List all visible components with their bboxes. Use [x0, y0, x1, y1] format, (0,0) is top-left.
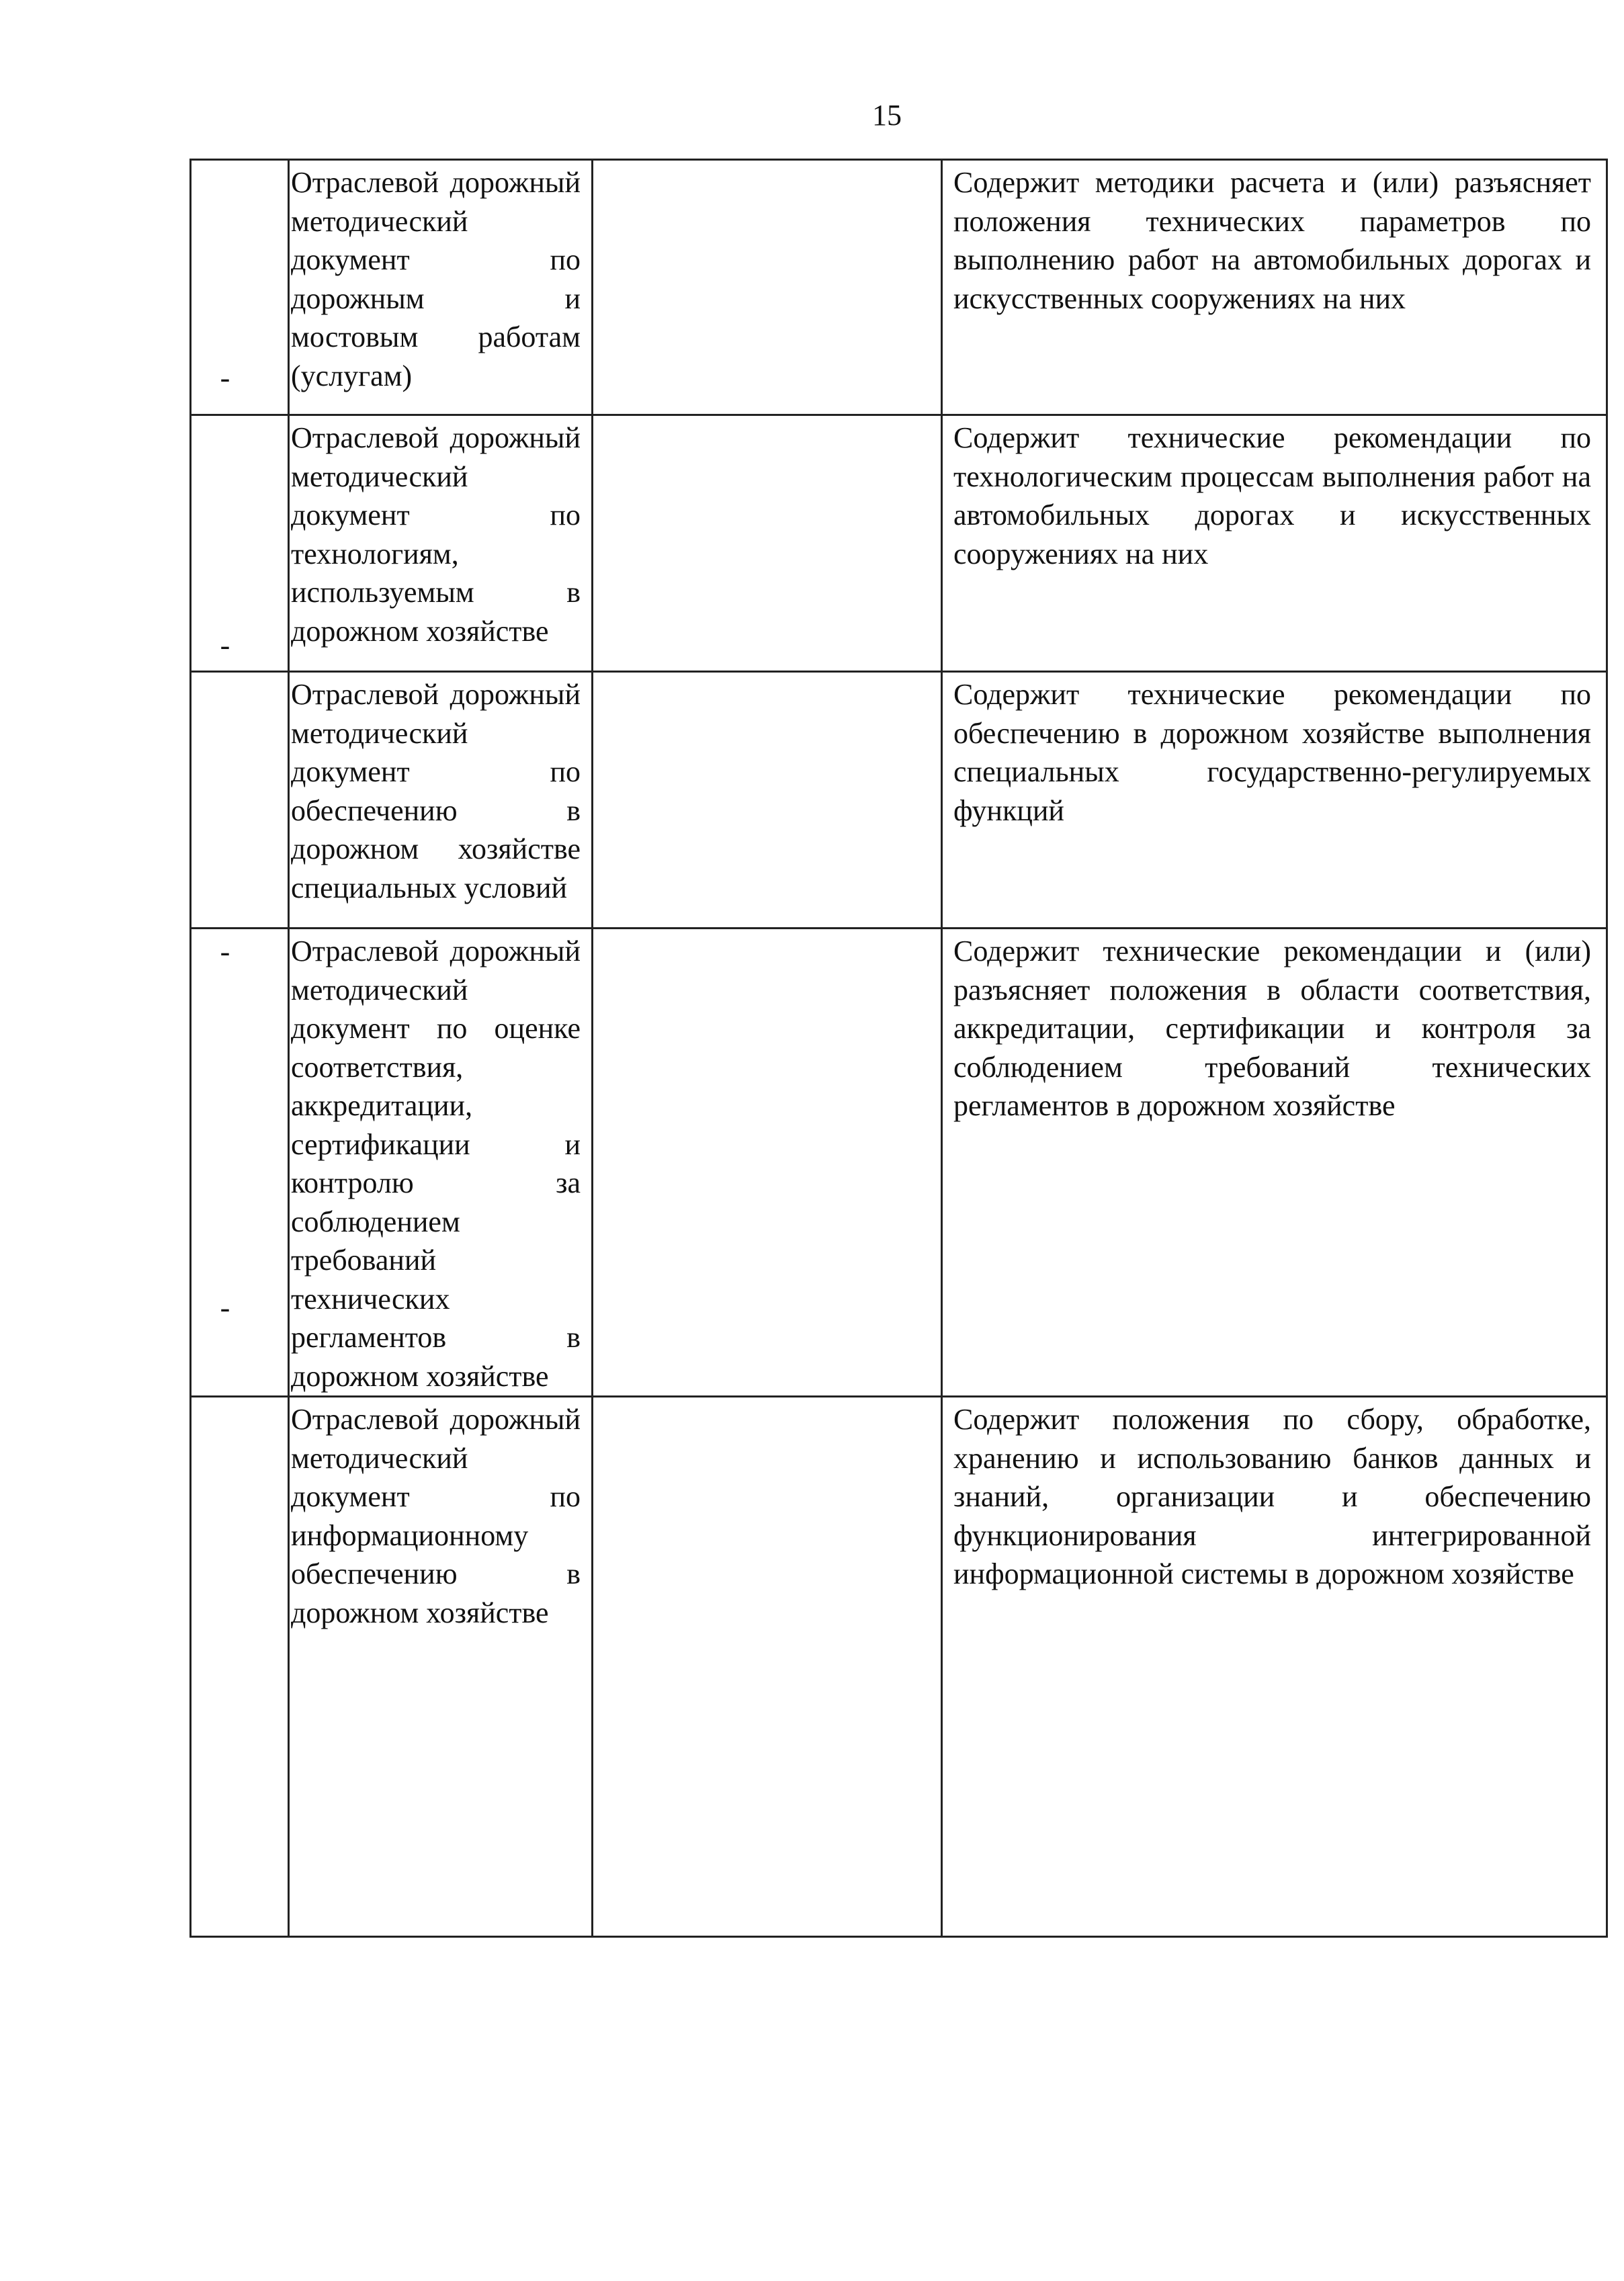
marker-cell — [191, 160, 289, 415]
empty-cell — [593, 160, 942, 415]
document-type-name: Отраслевой дорожный методический документ по информационному обеспечению в дорожном хозяйстве — [291, 1403, 581, 1629]
document-type-cell — [289, 415, 593, 672]
document-description: Содержит технические рекомендации и (или) разъясняет положения в области соответствия, аккредитации, сертификации и контроля за соблюдением требований технических регламентов в дорожном хозяйстве — [953, 935, 1591, 1122]
table-row — [191, 1397, 1607, 1937]
row-marker: - — [220, 361, 230, 394]
table-row — [191, 672, 1607, 929]
document-description: Содержит технические рекомендации по обеспечению в дорожном хозяйстве выполнения специальных государственно-регулируемых функций — [953, 678, 1591, 827]
document-type-name: Отраслевой дорожный методический документ по дорожным и мостовым работам (услугам) — [291, 166, 581, 392]
table-row — [191, 160, 1607, 415]
document-type-cell — [289, 929, 593, 1397]
empty-cell — [593, 415, 942, 672]
table-row — [191, 415, 1607, 672]
document-description: Содержит методики расчета и (или) разъясняет положения технических параметров по выполнению работ на автомобильных дорогах и искусственных сооружениях на них — [953, 166, 1591, 315]
page-number: 15 — [872, 99, 902, 132]
description-cell — [942, 929, 1607, 1397]
document-type-cell — [289, 1397, 593, 1937]
description-cell — [942, 415, 1607, 672]
table-row — [191, 929, 1607, 1397]
description-cell — [942, 672, 1607, 929]
document-type-name: Отраслевой дорожный методический документ по оценке соответствия, аккредитации, сертификации и контролю за соблюдением требований технических регламентов в дорожном хозяйстве — [291, 935, 581, 1393]
row-marker-bottom: - — [220, 1291, 230, 1324]
document-table — [189, 159, 1608, 1938]
description-cell — [942, 1397, 1607, 1937]
empty-cell — [593, 1397, 942, 1937]
document-description: Содержит положения по сбору, обработке, хранению и использованию банков данных и знаний, организации и обеспечению функционирования интегрированной информационной системы в дорожном хозяйстве — [953, 1403, 1591, 1590]
marker-cell — [191, 1397, 289, 1937]
row-marker-top: - — [220, 935, 230, 968]
document-description: Содержит технические рекомендации по технологическим процессам выполнения работ на автомобильных дорогах и искусственных сооружениях на них — [953, 421, 1591, 570]
marker-cell — [191, 929, 289, 1397]
marker-cell — [191, 415, 289, 672]
document-type-cell — [289, 672, 593, 929]
description-cell — [942, 160, 1607, 415]
empty-cell — [593, 929, 942, 1397]
empty-cell — [593, 672, 942, 929]
document-type-name: Отраслевой дорожный методический документ по технологиям, используемым в дорожном хозяйстве — [291, 421, 581, 648]
document-type-name: Отраслевой дорожный методический документ по обеспечению в дорожном хозяйстве специальных условий — [291, 678, 581, 904]
document-type-cell — [289, 160, 593, 415]
marker-cell — [191, 672, 289, 929]
row-marker: - — [220, 629, 230, 662]
